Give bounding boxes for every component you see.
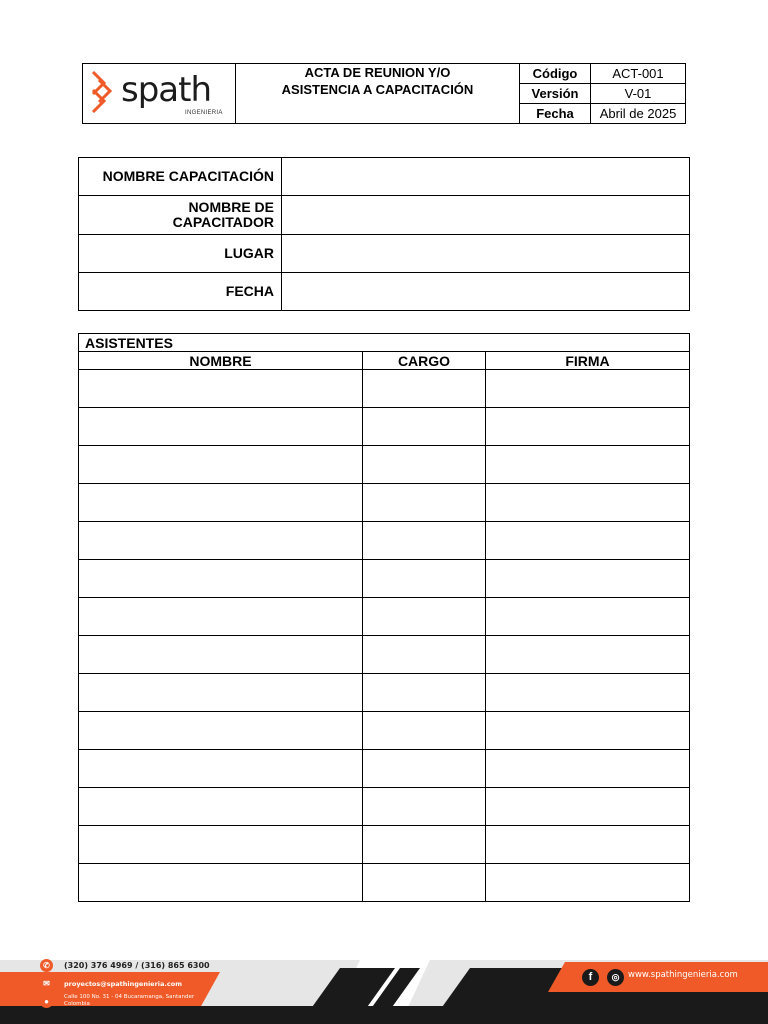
training-info-table	[78, 157, 690, 311]
attendee-row	[79, 674, 690, 712]
attendee-nombre-cell[interactable]	[79, 446, 363, 484]
meta-value-fecha: Abril de 2025	[591, 104, 686, 124]
attendee-nombre-cell[interactable]	[79, 408, 363, 446]
footer-email: proyectos@spathingenieria.com	[64, 980, 182, 988]
attendee-firma-cell[interactable]	[486, 560, 690, 598]
facebook-icon[interactable]: f	[582, 969, 599, 986]
column-header-cargo: CARGO	[363, 352, 486, 370]
attendee-row	[79, 788, 690, 826]
attendee-firma-cell[interactable]	[486, 370, 690, 408]
attendee-firma-cell[interactable]	[486, 750, 690, 788]
attendee-nombre-cell[interactable]	[79, 598, 363, 636]
column-header-nombre: NOMBRE	[79, 352, 363, 370]
attendee-nombre-cell[interactable]	[79, 636, 363, 674]
spath-logo-mark	[90, 70, 118, 114]
attendee-row	[79, 522, 690, 560]
attendee-nombre-cell[interactable]	[79, 370, 363, 408]
attendee-row	[79, 408, 690, 446]
meta-label-codigo: Código	[520, 64, 591, 84]
attendee-firma-cell[interactable]	[486, 446, 690, 484]
attendee-row	[79, 826, 690, 864]
column-header-firma: FIRMA	[486, 352, 690, 370]
instagram-icon[interactable]: ◎	[607, 969, 624, 986]
attendee-row	[79, 750, 690, 788]
footer-address-line-1: Calle 100 No. 31 - 04 Bucaramanga, Santander	[64, 994, 195, 1000]
logo-cell	[83, 64, 236, 124]
attendee-cargo-cell[interactable]	[363, 826, 486, 864]
whatsapp-icon: ✆	[40, 959, 53, 972]
footer-address-line-2: Colombia	[64, 1001, 90, 1007]
attendee-nombre-cell[interactable]	[79, 560, 363, 598]
label-nombre-capacitador	[79, 196, 282, 235]
attendee-cargo-cell[interactable]	[363, 408, 486, 446]
attendee-cargo-cell[interactable]	[363, 522, 486, 560]
attendee-nombre-cell[interactable]	[79, 826, 363, 864]
field-nombre-capacitacion[interactable]	[282, 158, 690, 196]
meta-label-fecha: Fecha	[520, 104, 591, 124]
label-nombre-capacitacion: NOMBRE CAPACITACIÓN	[79, 158, 282, 196]
logo-wordmark: spath	[121, 70, 212, 110]
attendee-row	[79, 636, 690, 674]
attendee-firma-cell[interactable]	[486, 598, 690, 636]
attendee-nombre-cell[interactable]	[79, 484, 363, 522]
attendee-cargo-cell[interactable]	[363, 712, 486, 750]
attendee-row	[79, 598, 690, 636]
attendee-nombre-cell[interactable]	[79, 788, 363, 826]
attendee-cargo-cell[interactable]	[363, 484, 486, 522]
field-lugar[interactable]	[282, 235, 690, 273]
label-lugar: LUGAR	[79, 235, 282, 273]
attendee-firma-cell[interactable]	[486, 864, 690, 902]
attendee-firma-cell[interactable]	[486, 674, 690, 712]
attendee-cargo-cell[interactable]	[363, 674, 486, 712]
attendee-row	[79, 560, 690, 598]
attendee-cargo-cell[interactable]	[363, 864, 486, 902]
attendee-nombre-cell[interactable]	[79, 522, 363, 560]
field-nombre-capacitador[interactable]	[282, 196, 690, 235]
attendee-firma-cell[interactable]	[486, 522, 690, 560]
location-pin-icon: ●	[40, 995, 53, 1008]
attendee-cargo-cell[interactable]	[363, 636, 486, 674]
logo-subtitle: INGENIERIA	[185, 110, 223, 116]
attendee-firma-cell[interactable]	[486, 712, 690, 750]
label-capacitador-line-2: CAPACITADOR	[172, 214, 274, 230]
attendee-firma-cell[interactable]	[486, 408, 690, 446]
attendee-nombre-cell[interactable]	[79, 750, 363, 788]
attendee-cargo-cell[interactable]	[363, 750, 486, 788]
attendee-row	[79, 446, 690, 484]
attendee-cargo-cell[interactable]	[363, 370, 486, 408]
attendee-firma-cell[interactable]	[486, 826, 690, 864]
attendee-cargo-cell[interactable]	[363, 446, 486, 484]
attendee-nombre-cell[interactable]	[79, 712, 363, 750]
attendee-row	[79, 370, 690, 408]
field-fecha[interactable]	[282, 273, 690, 311]
attendee-nombre-cell[interactable]	[79, 864, 363, 902]
attendee-nombre-cell[interactable]	[79, 674, 363, 712]
attendees-section-title: ASISTENTES	[79, 334, 690, 352]
attendee-row	[79, 484, 690, 522]
attendee-cargo-cell[interactable]	[363, 598, 486, 636]
attendee-firma-cell[interactable]	[486, 788, 690, 826]
footer-website[interactable]: www.spathingenieria.com	[628, 970, 738, 980]
attendee-cargo-cell[interactable]	[363, 560, 486, 598]
title-line-1: ACTA DE REUNION Y/O	[304, 65, 451, 80]
page-footer	[0, 940, 768, 1024]
attendee-cargo-cell[interactable]	[363, 788, 486, 826]
label-fecha: FECHA	[79, 273, 282, 311]
attendee-firma-cell[interactable]	[486, 636, 690, 674]
document-header	[82, 63, 686, 122]
document-title	[236, 64, 520, 124]
footer-phone: (320) 376 4969 / (316) 865 6300	[64, 961, 210, 970]
attendee-row	[79, 712, 690, 750]
meta-value-codigo: ACT-001	[591, 64, 686, 84]
meta-value-version: V-01	[591, 84, 686, 104]
attendee-row	[79, 864, 690, 902]
meta-label-version: Versión	[520, 84, 591, 104]
title-line-2: ASISTENCIA A CAPACITACIÓN	[281, 82, 474, 97]
attendees-table	[78, 333, 690, 902]
label-capacitador-line-1: NOMBRE DE	[188, 199, 274, 215]
attendee-firma-cell[interactable]	[486, 484, 690, 522]
email-icon: ✉	[40, 977, 53, 990]
